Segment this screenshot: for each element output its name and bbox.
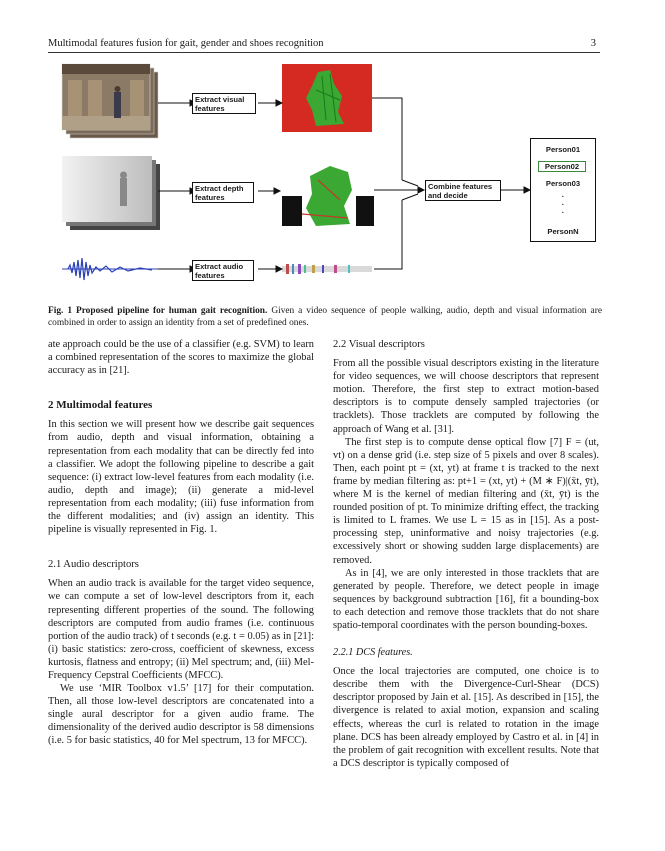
extract-depth-box: Extract depth features <box>192 182 254 203</box>
visual-feature-image <box>282 64 372 132</box>
paragraph: In this section we will present how we describe gait sequences from audio, depth and visual information, obtaining a representation from each modality that can be directly fed into a classifier. We adopt the following pipeline to describe a gait sequence: (i) extract low-level features from each modality (i.e. audio, depth and image); (ii) generate a mid-level representation from each modality; (iii) fuse information from the different modalities; and (iv) assign an identity. This pipeline is visually represented in Fig. 1. <box>48 419 314 536</box>
depth-frames-image <box>62 156 160 230</box>
output-person-n: PersonN <box>547 227 579 236</box>
subsection-heading: 2.2 Visual descriptors <box>333 339 425 350</box>
paragraph: When an audio track is available for the target video sequence, we can compute a set of low-level descriptors from it, each representing different properties of the sound. The following descriptors are computed from audio frames (i.e. continuous portion of the audio track) of t seconds (e.g. t = 0.05) as in [21]: (i) basic statistics: zero-cross, coefficient of skewness, excess kurtosis, flatness and entropy; (ii) Mel spectrum; and, (iii) Mel-Frequency Cepstral Coefficients (MFCC). <box>48 578 314 681</box>
depth-feature-image <box>280 160 374 230</box>
right-column <box>333 338 599 770</box>
caption-label: Fig. 1 <box>48 306 73 316</box>
paragraph: ate approach could be the use of a classifier (e.g. SVM) to learn a combined representation of the scores to maximize the global accuracy as in [21]. <box>48 339 314 377</box>
caption-text: Given a video sequence of people walking, audio, depth and visual information are combined in order to assign an identity from a set of predefined ones. <box>48 306 602 328</box>
page-number: 3 <box>590 38 596 49</box>
audio-feature-strip <box>282 264 372 274</box>
section-heading: 2 Multimodal features <box>48 399 153 412</box>
extract-visual-box: Extract visual features <box>192 93 256 114</box>
output-ellipsis: · · · <box>561 192 565 217</box>
paragraph: From all the possible visual descriptors existing in the literature for video sequences, we will choose descriptors that represent motion. Therefore, the first step to extract motion-based descriptors is to compute densely sampled trajectories (or tracklets). Those tracklets are computed by following the approach of Wang et al. [31]. <box>333 358 599 435</box>
paragraph: The first step is to compute dense optical flow [7] F = (ut, vt) on a dense grid (i.e. step size of 5 pixels and over 8 scales). Then, each point pt = (xt, yt) at frame t is tracked to the next frame by median filtering as: pt+1 = (xt, yt) + (M ∗ F)|(x̄t, ȳt), where M is the kernel of median filtering and (x̄t, ȳt) is the rounded position of pt. To minimize drifting effect, the tracking is limited to L frames. We use L = 15 as in [15]. As a post-processing step, uninformative and noisy trajectories (e.g. excessively short or showing sudden large displacements) are removed. <box>333 436 599 566</box>
subsubsection-heading: 2.2.1 DCS features. <box>333 647 413 659</box>
paragraph: Once the local trajectories are computed, one choice is to describe them with the Divergence-Curl-Shear (DCS) descriptor proposed by Jain et al. [15]. As described in [15], the divergence is related to axial motion, expansion and scaling effects, whereas the curl is related to rotation in the image plane. DCS has been already employed by Castro et al. in [4] in the problem of gait recognition with excellent results. Note that a DCS descriptor is typically composed of <box>333 666 599 769</box>
identity-output-box <box>530 138 596 242</box>
video-frames-image <box>62 64 158 138</box>
combine-features-box: Combine features and decide <box>425 180 501 201</box>
subsection-heading: 2.1 Audio descriptors <box>48 559 139 571</box>
output-person-02-selected: Person02 <box>538 161 586 172</box>
running-title: Multimodal features fusion for gait, gender and shoes recognition <box>48 38 324 49</box>
output-person-01: Person01 <box>545 145 581 154</box>
figure-caption <box>48 306 602 329</box>
extract-audio-box: Extract audio features <box>192 260 254 281</box>
output-person-03: Person03 <box>545 179 581 188</box>
left-column <box>48 338 314 748</box>
paragraph: We use ‘MIR Toolbox v1.5’ [17] for their computation. Then, all those low-level descriptors are concatenated into a single aural descriptor for a given audio frame. The dimensionality of the derived audio descriptor is 58 dimensions (i.e. 5 for basic statistics, 40 for Mel spectrum, 13 for MFCC). <box>48 683 314 747</box>
pipeline-figure <box>0 0 665 300</box>
audio-waveform <box>62 258 160 280</box>
paragraph: As in [4], we are only interested in those tracklets that are generated by people. Therefore, we detect people in image sequences by background subtraction [16], fit a bounding-box to each detection and remove those tracklets that do not share spatio-temporal coordinates with the person bounding-boxes. <box>333 567 599 631</box>
caption-bold-text: Proposed pipeline for human gait recognition. <box>75 306 268 316</box>
